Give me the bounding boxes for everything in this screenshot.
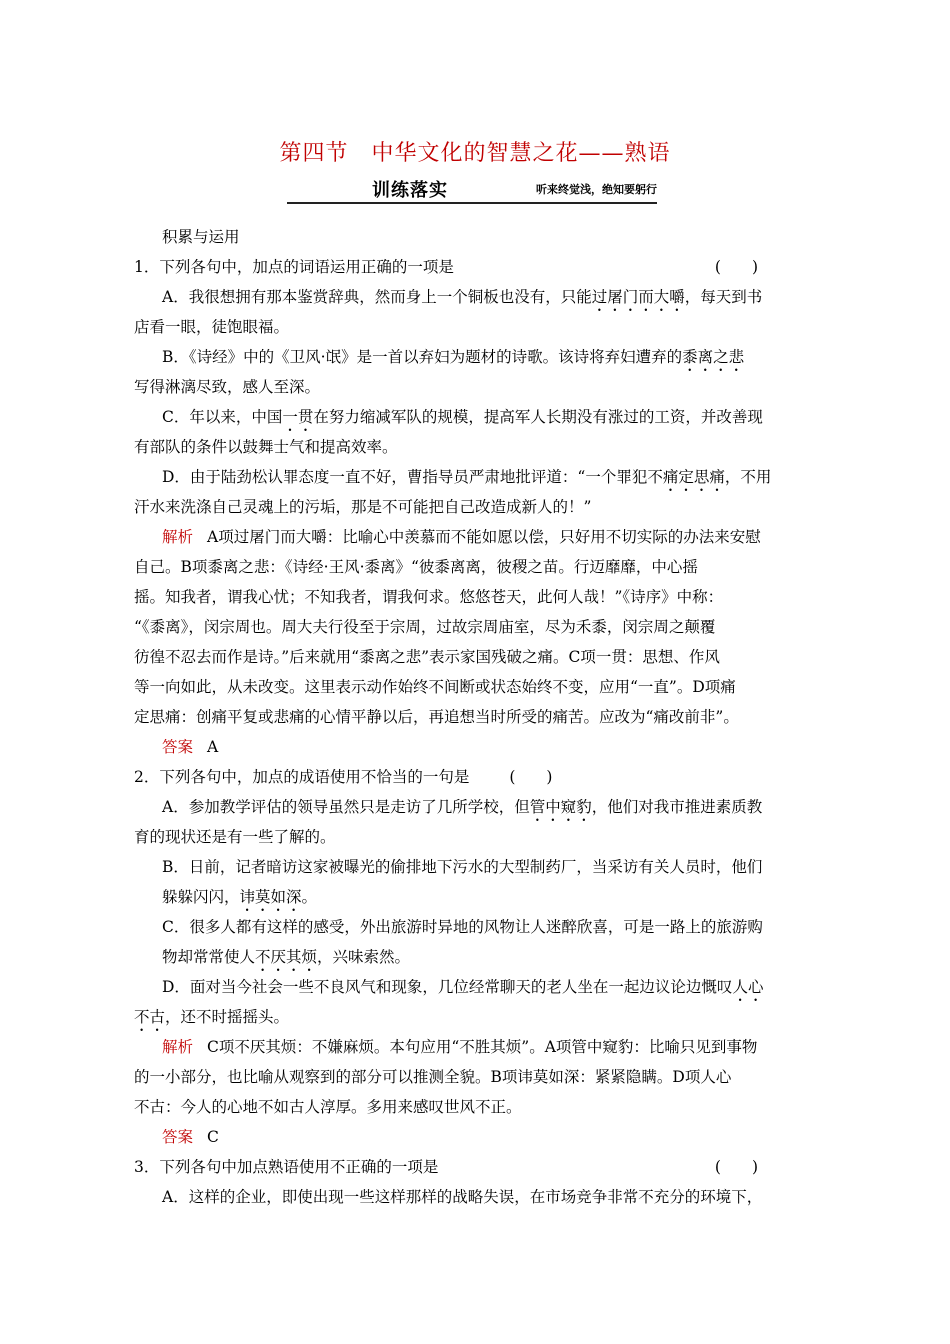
q2-stem [134, 762, 814, 792]
page-title: 第四节 中华文化的智慧之花——熟语 [279, 141, 671, 166]
q3-option-a: A．这样的企业，即使出现一些这样那样的战略失误，在市场竞争非常不充分的环境下， [162, 1188, 763, 1206]
q1-answer-blank: ( ) [714, 258, 758, 276]
q1-d-rest: ，不用 [724, 468, 772, 486]
q1-option-c-cont: 有部队的条件以鼓舞士气和提高效率。 [134, 438, 398, 456]
q1-a-emphasis: 过屠门而大嚼 [591, 288, 685, 306]
q2-option-d [134, 972, 814, 1002]
q1-option-b [134, 342, 814, 372]
section-label: 积累与运用 [162, 228, 240, 246]
q1-a-rest: ，每天到书 [684, 288, 763, 306]
q3-answer-blank: ( ) [714, 1158, 758, 1176]
q1-c-emphasis: 一贯 [282, 408, 314, 426]
q2-option-c: C．很多人都有这样的感受，外出旅游时异地的风物让人迷醉欣喜，可是一路上的旅游购 [162, 918, 763, 936]
q2-d-emphasis: 人心 [732, 978, 764, 996]
q2-d-emphasis-cont: 不古 [134, 1008, 166, 1026]
q2-a-text: A．参加教学评估的领导虽然只是走访了几所学校，但 [162, 798, 530, 816]
section-banner [287, 176, 657, 206]
q2-b-text: 躲躲闪闪， [162, 888, 240, 906]
q2-analysis [134, 1032, 814, 1062]
q2-option-b: B．日前，记者暗访这家被曝光的偷排地下污水的大型制药厂，当采访有关人员时，他们 [162, 858, 763, 876]
q2-analysis-line: 不古：今人的心地不如古人淳厚。多用来感叹世风不正。 [134, 1098, 522, 1116]
q1-option-c [134, 402, 814, 432]
q2-stem-text: 2．下列各句中，加点的成语使用不恰当的一句是 [134, 768, 470, 786]
q1-d-emphasis: 痛定思痛 [662, 468, 725, 486]
q1-option-b-cont: 写得淋漓尽致，感人至深。 [134, 378, 321, 396]
q2-d-text: D．面对当今社会一些不良风气和现象，几位经常聊天的老人坐在一起边议论边慨叹 [162, 978, 733, 996]
q1-c-text: C．年以来，中国 [162, 408, 283, 426]
q2-a-emphasis: 管中窥豹 [529, 798, 592, 816]
q1-analysis-line: 等一向如此，从未改变。这里表示动作始终不间断或状态始终不变，应用“一直”。D项痛 [134, 678, 736, 696]
q2-a-rest: ，他们对我市推进素质教 [591, 798, 763, 816]
banner-title: 训练落实 [372, 180, 448, 201]
exercise-content [134, 222, 814, 1212]
q1-stem [134, 252, 814, 282]
q1-option-d [134, 462, 814, 492]
q1-analysis [134, 522, 814, 552]
q1-analysis-line: 自己。B项黍离之悲：《诗经·王风·黍离》“彼黍离离，彼稷之苗。行迈靡靡，中心摇 [134, 558, 698, 576]
q2-b-rest: 。 [301, 888, 318, 906]
q1-option-d-cont: 汗水来洗涤自己灵魂上的污垢，那是不可能把自己改造成新人的！” [134, 498, 592, 516]
q1-option-a [134, 282, 814, 312]
q1-b-emphasis: 黍离之悲 [682, 348, 745, 366]
q2-d-rest: ，还不时摇摇头。 [165, 1008, 290, 1026]
q1-b-text: B．《诗经》中的《卫风·氓》是一首以弃妇为题材的诗歌。该诗将弃妇遭弃的 [162, 348, 683, 366]
q1-analysis-line: 彷徨不忍去而作是诗。”后来就用“黍离之悲”表示家国残破之痛。C项一贯：思想、作风 [134, 648, 720, 666]
q2-analysis-line: 的一小部分，也比喻从观察到的部分可以推测全貌。B项讳莫如深：紧紧隐瞒。D项人心 [134, 1068, 732, 1086]
q2-analysis-text: C项不厌其烦：不嫌麻烦。本句应用“不胜其烦”。A项管中窥豹：比喻只见到事物 [207, 1038, 758, 1056]
banner-tagline: 听来终觉浅，绝知要躬行 [536, 183, 657, 196]
q1-answer-label: 答案 [162, 738, 194, 756]
q2-answer [134, 1122, 814, 1152]
q1-d-text: D．由于陆劲松认罪态度一直不好，曹指导员严肃地批评道：“一个罪犯不 [162, 468, 663, 486]
q1-answer [134, 732, 814, 762]
q3-stem-text: 3．下列各句中加点熟语使用不正确的一项是 [134, 1158, 439, 1176]
q1-analysis-text: A项过屠门而大嚼：比喻心中羡慕而不能如愿以偿，只好用不切实际的办法来安慰 [207, 528, 761, 546]
q1-analysis-line: 定思痛：创痛平复或悲痛的心情平静以后，再追想当时所受的痛苦。应改为“痛改前非”。 [134, 708, 739, 726]
q2-c-emphasis: 不厌其烦 [255, 948, 318, 966]
q3-stem [134, 1152, 814, 1182]
q2-answer-blank: ( ) [509, 768, 553, 786]
q1-analysis-line: 摇。知我者，谓我心忧；不知我者，谓我何求。悠悠苍天，此何人哉！”《诗序》中称： [134, 588, 724, 606]
q2-c-text: 物却常常使人 [162, 948, 256, 966]
q2-answer-label: 答案 [162, 1128, 194, 1146]
q2-option-b-cont [134, 882, 814, 912]
q2-option-a-cont: 育的现状还是有一些了解的。 [134, 828, 336, 846]
q2-option-a [134, 792, 814, 822]
q2-option-c-cont [134, 942, 814, 972]
q2-answer-value: C [207, 1128, 219, 1146]
q2-b-emphasis: 讳莫如深 [239, 888, 302, 906]
q2-analysis-label: 解析 [162, 1038, 194, 1056]
q1-answer-value: A [207, 738, 219, 756]
q2-c-rest: ，兴味索然。 [317, 948, 411, 966]
q1-stem-text: 1．下列各句中，加点的词语运用正确的一项是 [134, 258, 454, 276]
q1-a-text: A．我很想拥有那本鉴赏辞典，然而身上一个铜板也没有，只能 [162, 288, 592, 306]
q1-analysis-line: “《黍离》，闵宗周也。周大夫行役至于宗周，过故宗周庙室，尽为禾黍，闵宗周之颠覆 [134, 618, 716, 636]
q1-analysis-label: 解析 [162, 528, 194, 546]
q1-option-a-cont: 店看一眼，徒饱眼福。 [134, 318, 290, 336]
q1-c-rest: 在努力缩减军队的规模，提高军人长期没有涨过的工资，并改善现 [313, 408, 763, 426]
banner-underline [287, 202, 657, 204]
q2-option-d-cont [134, 1002, 814, 1032]
